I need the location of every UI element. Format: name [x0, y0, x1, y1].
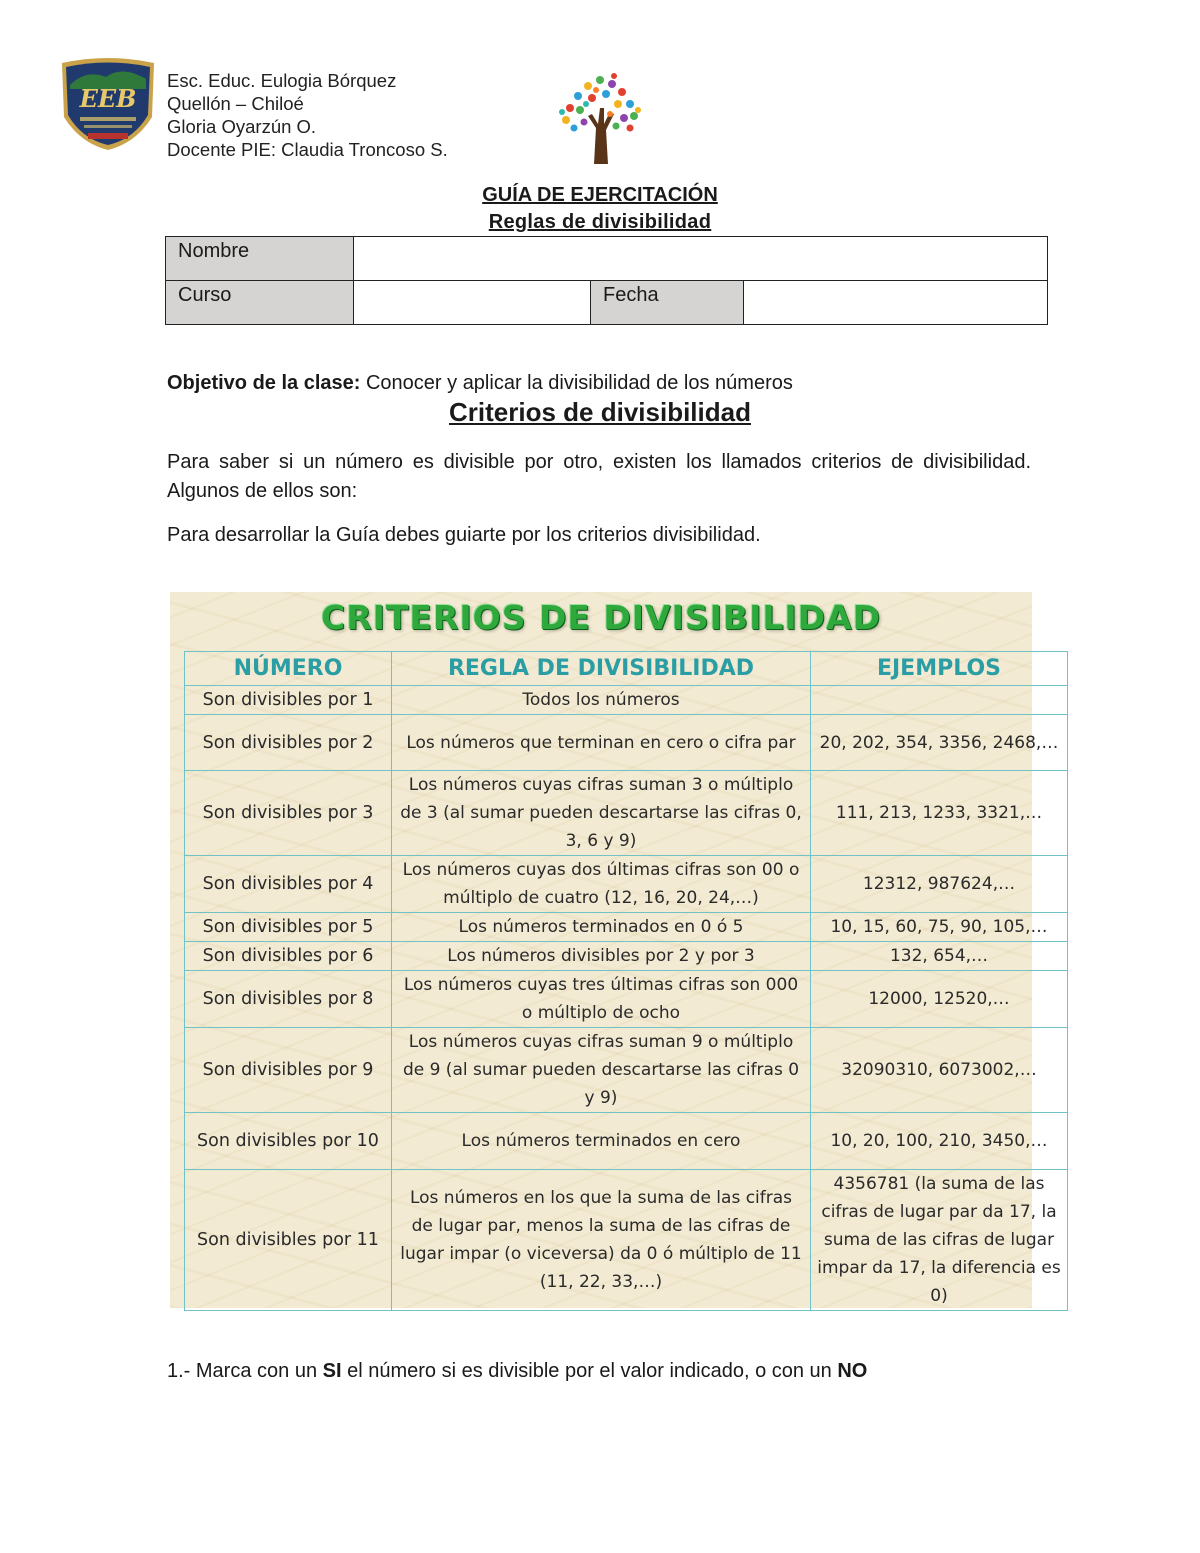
number-cell: Son divisibles por 6	[185, 942, 392, 971]
examples-cell: 20, 202, 354, 3356, 2468,…	[811, 715, 1068, 771]
number-cell: Son divisibles por 10	[185, 1113, 392, 1170]
school-crest-logo	[56, 55, 160, 151]
rule-cell: Todos los números	[392, 686, 811, 715]
criteria-table	[184, 651, 1068, 1311]
column-header: NÚMERO	[185, 652, 392, 686]
number-cell: Son divisibles por 1	[185, 686, 392, 715]
examples-cell: 4356781 (la suma de las cifras de lugar par da 17, la suma de las cifras de lugar impar da 17, la diferencia es 0)	[811, 1170, 1068, 1311]
table-row	[185, 715, 1068, 771]
rule-cell: Los números divisibles por 2 y por 3	[392, 942, 811, 971]
course-field[interactable]	[354, 281, 591, 325]
pie-teacher-name: Docente PIE: Claudia Troncoso S.	[167, 139, 448, 160]
rule-cell: Los números cuyas tres últimas cifras son 000 o múltiplo de ocho	[392, 971, 811, 1028]
school-header	[167, 69, 448, 161]
objective-text: Conocer y aplicar la divisibilidad de los números	[360, 372, 793, 394]
guide-subtitle: Reglas de divisibilidad	[488, 211, 712, 233]
exercise-instruction	[167, 1360, 1033, 1383]
rule-cell: Los números terminados en 0 ó 5	[392, 913, 811, 942]
table-row	[185, 1028, 1068, 1113]
date-field[interactable]	[744, 281, 1048, 325]
course-label: Curso	[166, 281, 354, 325]
intro-paragraph: Para saber si un número es divisible por otro, existen los llamados criterios de divisibilidad. Algunos de ellos son:	[167, 451, 1031, 502]
table-row	[185, 971, 1068, 1028]
table-row	[185, 942, 1068, 971]
number-cell: Son divisibles por 3	[185, 771, 392, 856]
criteria-image	[170, 592, 1061, 1308]
number-cell: Son divisibles por 5	[185, 913, 392, 942]
column-header: EJEMPLOS	[811, 652, 1068, 686]
examples-cell: 111, 213, 1233, 3321,…	[811, 771, 1068, 856]
school-name: Esc. Educ. Eulogia Bórquez	[167, 70, 397, 91]
exercise-no: NO	[837, 1360, 868, 1382]
column-header: REGLA DE DIVISIBILIDAD	[392, 652, 811, 686]
objective-label: Objetivo de la clase:	[167, 372, 361, 394]
name-field[interactable]	[354, 237, 1048, 281]
name-label: Nombre	[166, 237, 354, 281]
tree-of-hands-logo	[550, 68, 650, 166]
number-cell: Son divisibles por 9	[185, 1028, 392, 1113]
criteria-title: Criterios de divisibilidad	[449, 397, 751, 427]
date-label: Fecha	[591, 281, 744, 325]
number-cell: Son divisibles por 2	[185, 715, 392, 771]
table-row	[185, 771, 1068, 856]
examples-cell: 10, 20, 100, 210, 3450,…	[811, 1113, 1068, 1170]
rule-cell: Los números cuyas cifras suman 3 o múltiplo de 3 (al sumar pueden descartarse las cifras 0, 3, 6 y 9)	[392, 771, 811, 856]
exercise-si: SI	[322, 1360, 342, 1382]
table-row	[185, 686, 1068, 715]
examples-cell: 132, 654,…	[811, 942, 1068, 971]
number-cell: Son divisibles por 8	[185, 971, 392, 1028]
guide-title: GUÍA DE EJERCITACIÓN	[482, 184, 718, 206]
teacher-name: Gloria Oyarzún O.	[167, 116, 317, 137]
examples-cell: 12312, 987624,…	[811, 856, 1068, 913]
number-cell: Son divisibles por 4	[185, 856, 392, 913]
number-cell: Son divisibles por 11	[185, 1170, 392, 1311]
examples-cell	[811, 686, 1068, 715]
student-info-table	[165, 236, 1048, 325]
examples-cell: 10, 15, 60, 75, 90, 105,…	[811, 913, 1068, 942]
instruction-paragraph: Para desarrollar la Guía debes guiarte por los criterios divisibilidad.	[167, 524, 761, 546]
table-row	[185, 913, 1068, 942]
table-row	[185, 1170, 1068, 1311]
svg-text:EEB: EEB	[79, 84, 137, 113]
rule-cell: Los números que terminan en cero o cifra par	[392, 715, 811, 771]
exercise-text-2: el número si es divisible por el valor indicado, o con un	[341, 1360, 838, 1382]
class-objective	[167, 372, 793, 395]
rule-cell: Los números terminados en cero	[392, 1113, 811, 1170]
table-row	[185, 1113, 1068, 1170]
school-location: Quellón – Chiloé	[167, 93, 304, 114]
criteria-image-heading: CRITERIOS DE DIVISIBILIDAD	[321, 598, 881, 637]
rule-cell: Los números cuyas cifras suman 9 o múltiplo de 9 (al sumar pueden descartarse las cifras 0 y 9)	[392, 1028, 811, 1113]
rule-cell: Los números cuyas dos últimas cifras son 00 o múltiplo de cuatro (12, 16, 20, 24,…)	[392, 856, 811, 913]
examples-cell: 12000, 12520,…	[811, 971, 1068, 1028]
examples-cell: 32090310, 6073002,…	[811, 1028, 1068, 1113]
rule-cell: Los números en los que la suma de las cifras de lugar par, menos la suma de las cifras de lugar impar (o viceversa) da 0 ó múltiplo de 11 (11, 22, 33,…)	[392, 1170, 811, 1311]
table-row	[185, 856, 1068, 913]
exercise-text-1: 1.- Marca con un	[167, 1360, 323, 1382]
